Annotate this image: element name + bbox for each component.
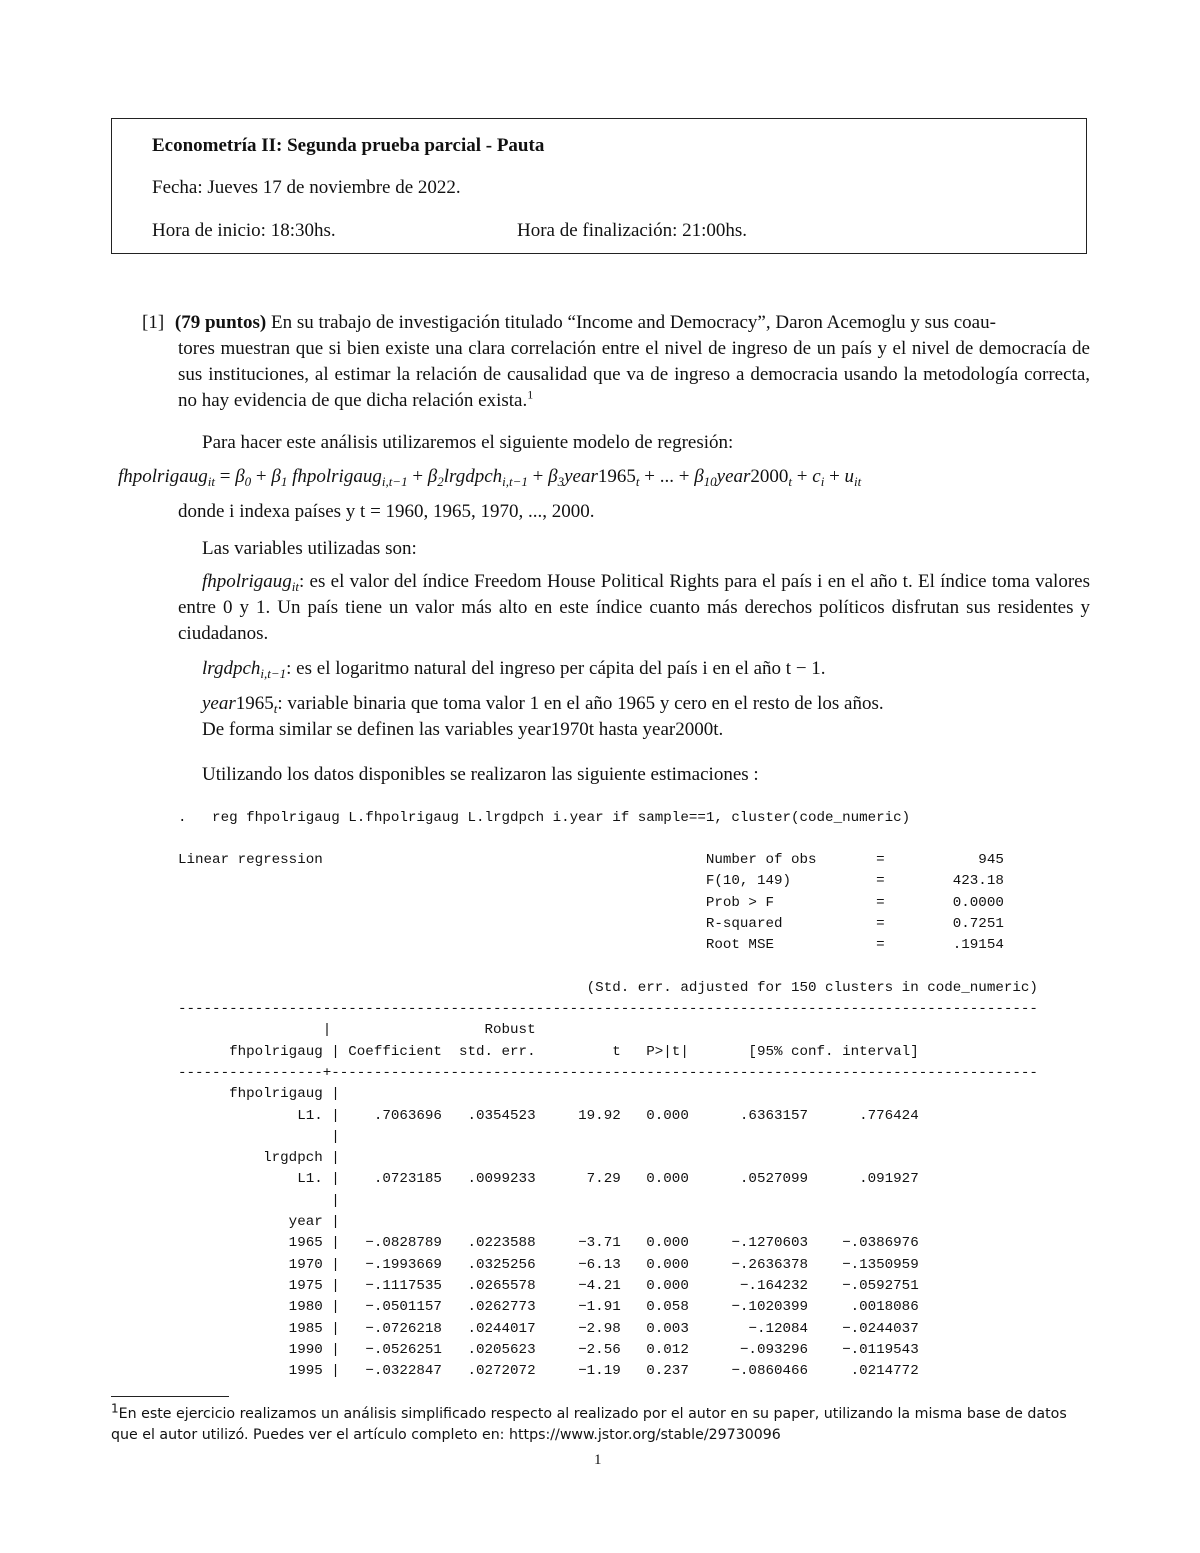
stata-table-row: 1965 | −.0828789 .0223588 −3.71 0.000 −.1270603 −.0386976 [178,1235,919,1252]
question-intro-first: En su trabajo de investigación titulado “Income and Democracy”, Daron Acemoglu y sus coau- [270,312,996,333]
stata-group-label: fhpolrigaug | [178,1086,340,1103]
stata-table-row: L1. | .0723185 .0099233 7.29 0.000 .0527099 .091927 [178,1171,919,1188]
question-number: [1] [142,312,165,333]
regression-equation: fhpolrigaug$_{it}$ = $\beta_0 + \beta_1$ fhpolrigaug$_{i,t-1}$ + $\beta_2lrgdpch_{i,t-1}$ + $\beta_3year1965_t$ + ... + $\beta_{10}year2000_t + c_i + u_{it}$ [118,466,862,489]
model-intro: Para hacer este análisis utilizaremos el siguiente modelo de regresión: [202,432,734,453]
stata-spacer-line: | [178,1192,340,1209]
stata-separator: -----------------+----------------------------------------------------------------------------------- [178,1064,1038,1081]
stata-table-row: 1980 | −.0501157 .0262773 −1.91 0.058 −.1020399 .0018086 [178,1299,919,1316]
exam-header-box [111,118,1087,254]
stata-table-row: 1985 | −.0726218 .0244017 −2.98 0.003 −.12084 −.0244037 [178,1320,919,1337]
exam-title: Econometría II: Segunda prueba parcial - Pauta [152,135,545,156]
stata-table-row: 1975 | −.1117535 .0265578 −4.21 0.000 −.164232 −.0592751 [178,1277,919,1294]
stata-command: . reg fhpolrigaug L.fhpolrigaug L.lrgdpch i.year if sample==1, cluster(code_numeric) [178,810,911,826]
variable-year-desc: $year1965_t$: variable binaria que toma valor 1 en el año 1965 y cero en el resto de los años. [202,693,884,716]
exam-date: Fecha: Jueves 17 de noviembre de 2022. [152,177,461,198]
variable-lrgdpch-desc: lrgdpch$_{i,t-1}$: es el logaritmo natural del ingreso per cápita del país i en el año t − 1. [202,658,826,681]
stata-group-label: year | [178,1214,340,1231]
stata-table-row: 1995 | −.0322847 .0272072 −1.19 0.237 −.0860466 .0214772 [178,1363,919,1380]
stata-stat-line: Prob > F = 0.0000 [178,894,1004,911]
stata-header-line: | Robust [178,1022,536,1039]
variable-year-more: De forma similar se definen las variables year1970t hasta year2000t. [202,719,724,740]
stata-spacer-line: | [178,1128,340,1145]
question-points: (79 puntos) [174,312,267,333]
stata-stat-line: R-squared = 0.7251 [178,915,1004,932]
estimations-intro: Utilizando los datos disponibles se realizaron las siguiente estimaciones : [202,764,759,785]
variable-fhpolrigaug-desc: fhpolrigaug$_{it}$: es el valor del índice Freedom House Political Rights para el país i en el año t. El índice toma valores entre 0 y 1. Un país tiene un valor más alto en este índice cuanto más derechos políticos disfrutan sus residentes y ciudadanos. [178,571,1090,644]
stata-group-label: lrgdpch | [178,1150,340,1167]
exam-end-time: Hora de finalización: 21:00hs. [517,220,748,241]
stata-table-row: 1990 | −.0526251 .0205623 −2.56 0.012 −.093296 −.0119543 [178,1341,919,1358]
exam-start-time: Hora de inicio: 18:30hs. [152,220,336,241]
stata-stat-line: Root MSE = .19154 [178,937,1004,954]
stata-output [178,850,1038,1382]
stata-cluster-note: (Std. err. adjusted for 150 clusters in code_numeric) [178,979,1038,996]
footnote-rule [111,1396,229,1397]
page-number: 1 [594,1452,602,1468]
stata-stat-line: F(10, 149) = 423.18 [178,873,1004,890]
footnote: $^1$En este ejercicio realizamos un análisis simplificado respecto al realizado por el autor en su paper, utilizando la misma base de datos que el autor utilizó. Puedes ver el artículo completo en: https://www.jstor.org/stable/29730096 [111,1401,1067,1443]
stata-columns-header: fhpolrigaug | Coefficient std. err. t P>|t| [95% conf. interval] [178,1043,919,1060]
question-intro [142,310,1090,414]
stata-table-row: 1970 | −.1993669 .0325256 −6.13 0.000 −.2636378 −.1350959 [178,1256,919,1273]
stata-table-row: L1. | .7063696 .0354523 19.92 0.000 .6363157 .776424 [178,1107,919,1124]
variables-intro: Las variables utilizadas son: [202,538,417,559]
stata-stat-line: Linear regression Number of obs = 945 [178,852,1004,868]
question-intro-rest: tores muestran que si bien existe una clara correlación entre el nivel de ingreso de un país y el nivel de democracía de sus instituciones, al estimar la relación de causalidad que va de ingreso a democracia usando la metodología correcta, no hay evidencia de que dicha relación exista. [178,338,1090,411]
footnote-text: En este ejercicio realizamos un análisis simplificado respecto al realizado por el autor en su paper, utilizando la misma base de datos que el autor utilizó. Puedes ver el artículo completo en: https://www.jstor.org/stable/29730096 [111,1406,1067,1443]
stata-blank-line [178,956,1038,977]
stata-separator: ----------------------------------------------------------------------------------------------------- [178,1001,1038,1018]
footnote-ref: 1 [527,387,534,402]
index-note: donde i indexa países y t = 1960, 1965, 1970, ..., 2000. [178,501,595,522]
